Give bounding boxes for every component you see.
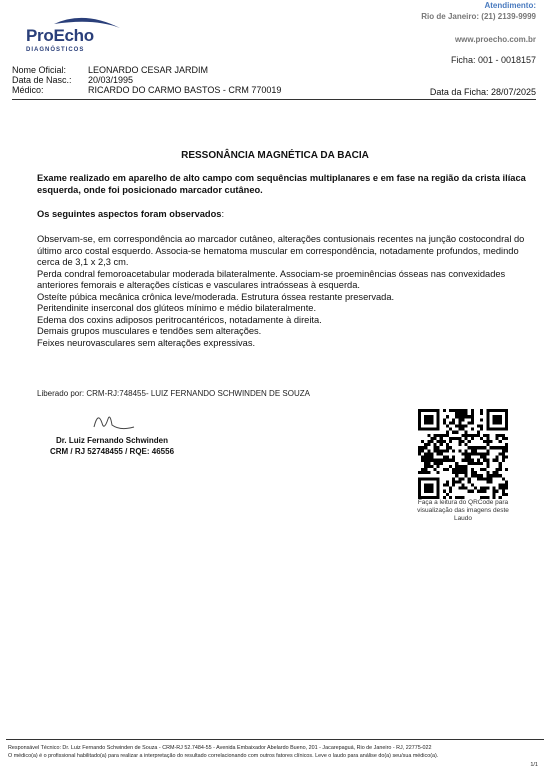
contact-phone: Rio de Janeiro: (21) 2139-9999 bbox=[421, 12, 536, 21]
contact-label: Atendimento: bbox=[484, 1, 536, 10]
signer-registry: CRM / RJ 52748455 / RQE: 46556 bbox=[49, 447, 175, 456]
brand-name: ProEcho bbox=[26, 26, 94, 45]
patient-dob: 20/03/1995 bbox=[88, 75, 134, 85]
signer-block bbox=[37, 435, 187, 457]
report-intro: Exame realizado em aparelho de alto campo com sequências multiplanares e em fase na região da crista ilíaca esquerda, onde foi posicionado marcador cutâneo. bbox=[37, 173, 526, 195]
finding-item: Osteíte púbica mecânica crônica leve/moderada. Estrutura óssea restante preservada. bbox=[37, 291, 395, 302]
dob-label: Data de Nasc.: bbox=[12, 75, 72, 85]
finding-item: Edema dos coxins adiposos peritrocantéricos, notadamente à direita. bbox=[37, 314, 322, 325]
ficha-date: Data da Ficha: 28/07/2025 bbox=[429, 87, 536, 97]
footer bbox=[8, 744, 542, 760]
footer-line-2: O médico(a) é o profissional habilitado(a) para realizar a interpretação do resultado correlacionando com outros fatores clínicos. Leve o laudo para análise do(a) seu/sua médico(a). bbox=[8, 753, 439, 759]
contact-block bbox=[421, 0, 536, 22]
aspects-heading bbox=[37, 209, 224, 219]
referring-doctor: RICARDO DO CARMO BASTOS - CRM 770019 bbox=[88, 85, 282, 95]
qr-caption: Faça a leitura do QRCode para visualização das imagens deste Laudo bbox=[417, 499, 509, 522]
name-label: Nome Oficial: bbox=[12, 65, 67, 75]
doctor-label: Médico: bbox=[12, 85, 44, 95]
finding-item: Observam-se, em correspondência ao marcador cutâneo, alterações contusionais recentes na junção costocondral do último arco costal esquerdo. Associa-se hematoma muscular em correspondência, notadamente profundos, medindo cerca de 3,1 x 2,3 cm. bbox=[37, 234, 525, 267]
page-number: 1/1 bbox=[530, 762, 538, 768]
finding-item: Peritendinite inserconal dos glúteos mínimo e médio bilateralmente. bbox=[37, 303, 317, 313]
aspects-colon: : bbox=[221, 209, 225, 219]
finding-item: Demais grupos musculares e tendões sem alterações. bbox=[37, 326, 262, 336]
footer-line-1: Responsável Técnico: Dr. Luiz Fernando Schwinden de Souza - CRM-RJ 52.7484-55 - Avenida Embaixador Abelardo Bueno, 201 - Jacarepaguá, Rio de Janeiro - RJ, 22775-022 bbox=[8, 745, 432, 751]
findings-list bbox=[37, 234, 527, 349]
signature-mark-icon bbox=[90, 405, 140, 435]
qr-code-icon[interactable] bbox=[418, 409, 508, 499]
signer-name: Dr. Luiz Fernando Schwinden bbox=[55, 436, 168, 445]
ficha-number: Ficha: 001 - 0018157 bbox=[450, 55, 536, 65]
brand-tagline: DIAGNÓSTICOS bbox=[26, 47, 85, 53]
brand-logo bbox=[24, 14, 124, 56]
website-link[interactable]: www.proecho.com.br bbox=[454, 35, 536, 44]
finding-item: Feixes neurovasculares sem alterações expressivas. bbox=[37, 337, 256, 348]
finding-item: Perda condral femoroacetabular moderada bilateralmente. Associam-se proeminências ósseas nas convexidades anteriores femorais e alterações císticas e vasculares intraósseas à esquerda. bbox=[37, 268, 506, 290]
header-divider bbox=[12, 99, 536, 100]
patient-name: LEONARDO CESAR JARDIM bbox=[88, 65, 209, 75]
footer-divider bbox=[6, 739, 544, 740]
report-title: RESSONÂNCIA MAGNÉTICA DA BACIA bbox=[181, 150, 369, 161]
aspects-heading-text: Os seguintes aspectos foram observados bbox=[37, 209, 222, 219]
released-by: Liberado por: CRM-RJ:748455- LUIZ FERNANDO SCHWINDEN DE SOUZA bbox=[37, 389, 310, 398]
patient-info bbox=[12, 65, 281, 95]
